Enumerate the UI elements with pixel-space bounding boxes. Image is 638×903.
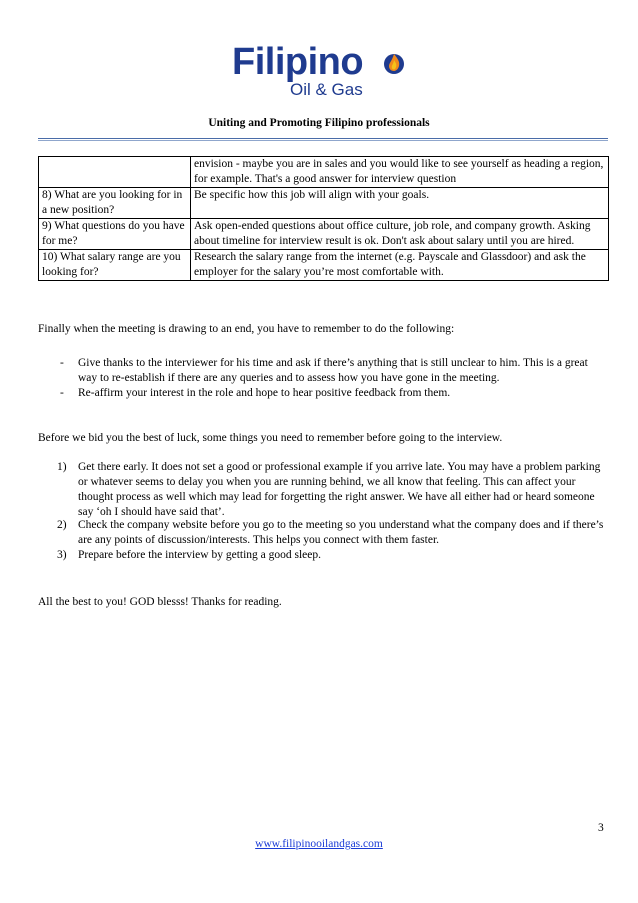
list-item: Get there early. It does not set a good or professional example if you arrive late. You may have a problem parking or whatever seems to delay you when you are running behind, we all know that feeling. This can affect your thought process as well which may lead for forgetting the right answer. We have all either had or heard someone say ‘oh I should have said that’. bbox=[78, 461, 601, 518]
question-cell: 9) What questions do you have for me? bbox=[39, 219, 191, 250]
list-item: Give thanks to the interviewer for his time and ask if there’s anything that is still unclear to him. This is a great way to re-establish if there are any queries and to assess how you have gone in the meeting. bbox=[78, 357, 588, 384]
table-row bbox=[39, 188, 609, 219]
question-cell bbox=[39, 157, 191, 188]
list-item: Check the company website before you go to the meeting so you understand what the company does and if there’s are any points of discussion/interests. This helps you connect with them faster. bbox=[78, 519, 604, 546]
bullet-dash: - bbox=[60, 357, 64, 369]
question-cell: 10) What salary range are you looking for? bbox=[39, 250, 191, 281]
table-row bbox=[39, 219, 609, 250]
flame-icon bbox=[383, 51, 405, 75]
list-item: Prepare before the interview by getting a good sleep. bbox=[78, 549, 322, 561]
logo-subtitle: Oil & Gas bbox=[290, 80, 363, 99]
page-tagline: Uniting and Promoting Filipino professionals bbox=[208, 117, 430, 129]
logo-wordmark: Filipino bbox=[232, 41, 364, 83]
bullet-dash: - bbox=[60, 387, 64, 399]
table-row bbox=[39, 157, 609, 188]
list-number: 3) bbox=[57, 549, 67, 561]
company-logo bbox=[232, 42, 402, 104]
website-link[interactable]: www.filipinooilandgas.com bbox=[255, 838, 383, 850]
page-number: 3 bbox=[598, 822, 604, 834]
interview-questions-table bbox=[38, 156, 609, 281]
before-intro: Before we bid you the best of luck, some things you need to remember before going to the interview. bbox=[38, 432, 503, 444]
question-cell: 8) What are you looking for in a new position? bbox=[39, 188, 191, 219]
closing-intro: Finally when the meeting is drawing to an end, you have to remember to do the following: bbox=[38, 323, 455, 335]
header-divider bbox=[38, 138, 608, 139]
signoff: All the best to you! GOD blesss! Thanks for reading. bbox=[38, 596, 282, 608]
list-number: 2) bbox=[57, 519, 67, 531]
header-divider-secondary bbox=[38, 140, 608, 141]
list-number: 1) bbox=[57, 461, 67, 473]
answer-cell: Research the salary range from the internet (e.g. Payscale and Glassdoor) and ask the employer for the salary you’re most comfortable with. bbox=[191, 250, 609, 281]
table-row bbox=[39, 250, 609, 281]
answer-cell: envision - maybe you are in sales and you would like to see yourself as heading a region, for example. That's a good answer for interview question bbox=[191, 157, 609, 188]
answer-cell: Be specific how this job will align with your goals. bbox=[191, 188, 609, 219]
answer-cell: Ask open-ended questions about office culture, job role, and company growth. Asking about timeline for interview result is ok. Don't ask about salary until you are hired. bbox=[191, 219, 609, 250]
list-item: Re-affirm your interest in the role and hope to hear positive feedback from them. bbox=[78, 387, 451, 399]
